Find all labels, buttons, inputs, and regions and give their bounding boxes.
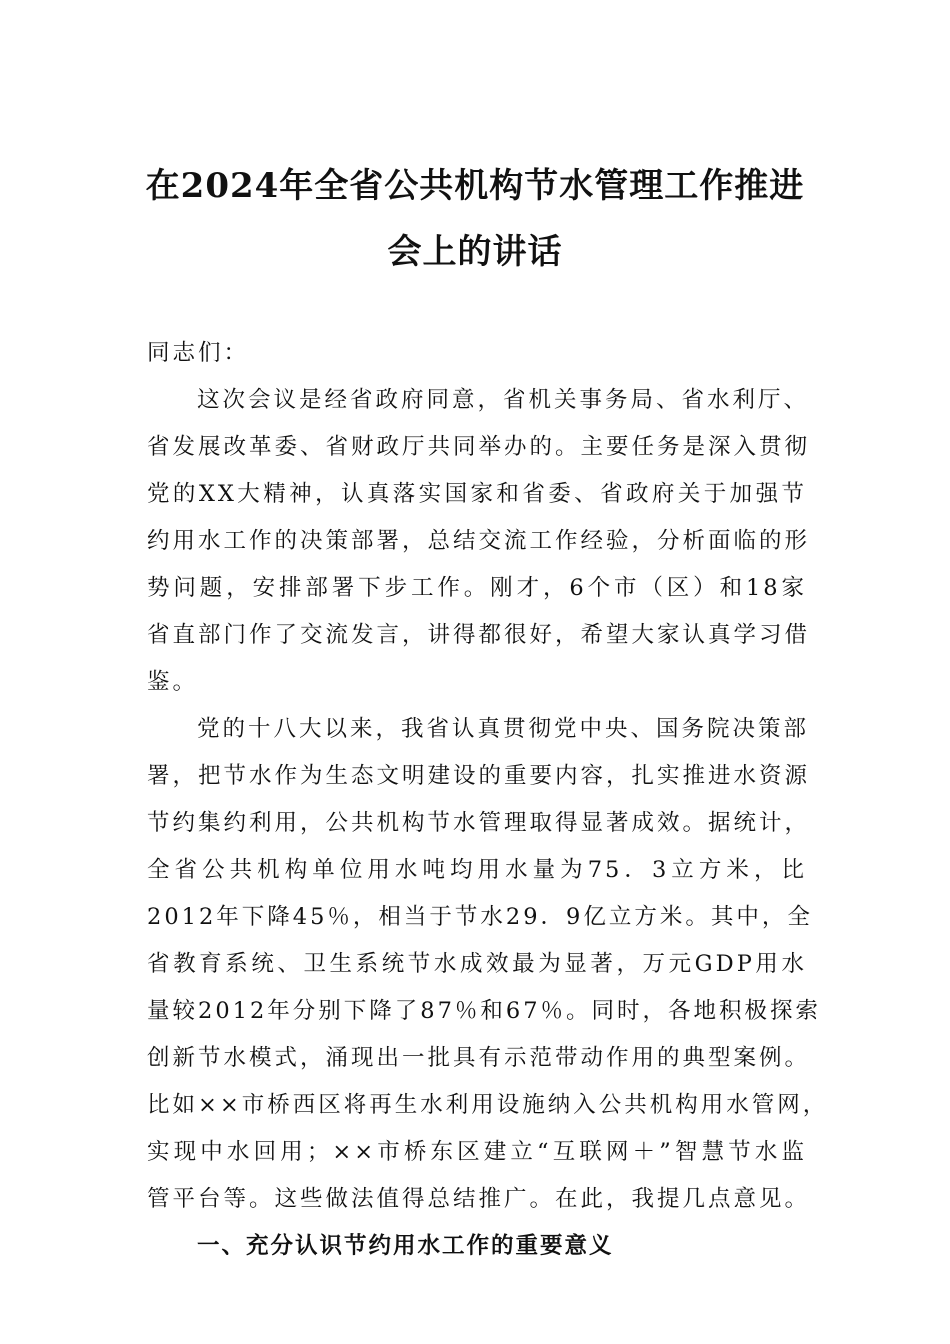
paragraph-1-line: 这次会议是经省政府同意，省机关事务局、省水利厅、 [197, 387, 810, 413]
paragraph-1-line: 鉴。 [147, 669, 199, 695]
salutation: 同志们： [147, 340, 250, 366]
paragraph-2-line: 全省公共机构单位用水吨均用水量为75．3立方米，比 [147, 857, 807, 883]
paragraph-2-line: 节约集约利用，公共机构节水管理取得显著成效。据统计， [147, 810, 811, 836]
paragraph-2-line: 管平台等。这些做法值得总结推广。在此，我提几点意见。 [147, 1186, 811, 1212]
paragraph-2-line: 实现中水回用；××市桥东区建立“互联网＋”智慧节水监 [147, 1139, 807, 1165]
paragraph-2-line: 署，把节水作为生态文明建设的重要内容，扎实推进水资源 [147, 763, 811, 789]
paragraph-2-line: 省教育系统、卫生系统节水成效最为显著，万元GDP用水 [147, 951, 807, 977]
paragraph-2-line: 2012年下降45％，相当于节水29．9亿立方米。其中，全 [147, 904, 813, 930]
document-title-line-1: 在2024年全省公共机构节水管理工作推进 [145, 166, 805, 206]
paragraph-1-line: 势问题，安排部署下步工作。刚才，6个市（区）和18家 [147, 575, 807, 601]
section-heading: 一、充分认识节约用水工作的重要意义 [197, 1233, 614, 1259]
paragraph-1-line: 党的XX大精神，认真落实国家和省委、省政府关于加强节 [147, 481, 807, 507]
paragraph-2-line: 党的十八大以来，我省认真贯彻党中央、国务院决策部 [197, 716, 810, 742]
paragraph-1-line: 约用水工作的决策部署，总结交流工作经验，分析面临的形 [147, 528, 811, 554]
paragraph-2-line: 量较2012年分别下降了87％和67％。同时，各地积极探索 [147, 998, 822, 1024]
document-title-line-2: 会上的讲话 [387, 232, 563, 272]
paragraph-1-line: 省发展改革委、省财政厅共同举办的。主要任务是深入贯彻 [147, 434, 811, 460]
paragraph-2-line: 比如××市桥西区将再生水利用设施纳入公共机构用水管网， [147, 1092, 829, 1118]
paragraph-2-line: 创新节水模式，涌现出一批具有示范带动作用的典型案例。 [147, 1045, 811, 1071]
document-body [147, 330, 829, 1270]
paragraph-1-line: 省直部门作了交流发言，讲得都很好，希望大家认真学习借 [147, 622, 811, 648]
